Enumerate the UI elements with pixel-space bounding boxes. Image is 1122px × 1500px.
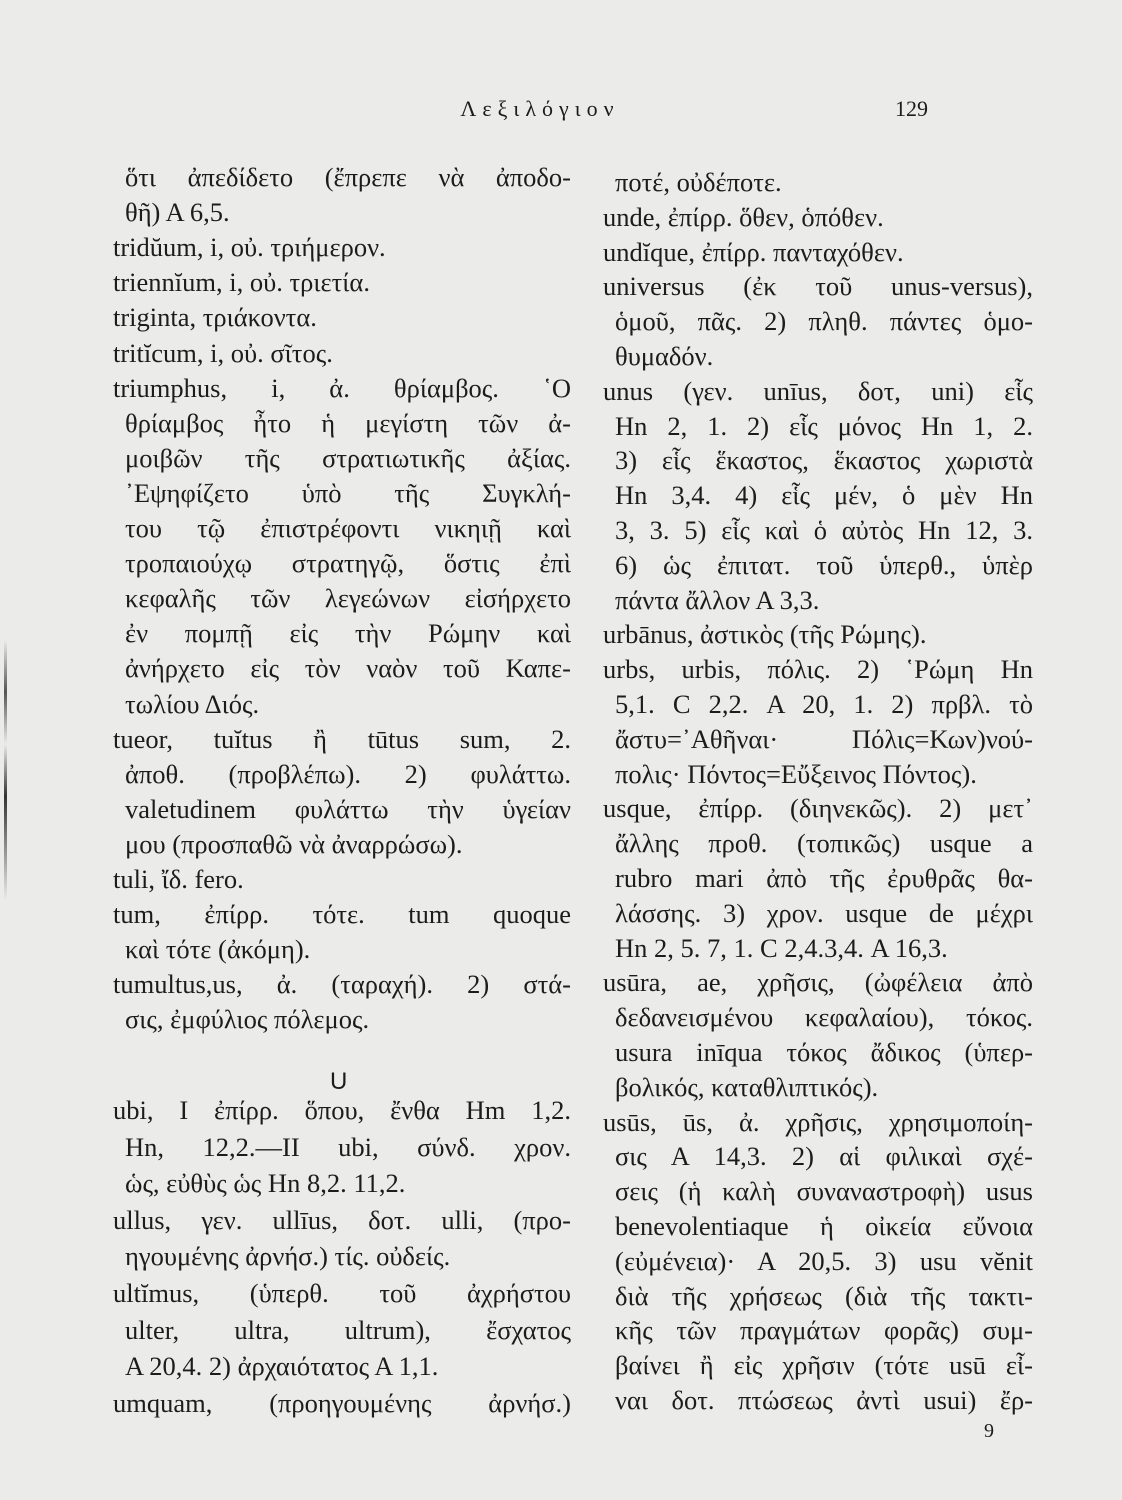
dictionary-line: Hn 3,4. 4) εἷς μέν, ὁ μὲν Hn xyxy=(615,480,1033,511)
dictionary-line: universus (ἐκ τοῦ unus-versus), xyxy=(603,271,1033,302)
dictionary-line: θρίαμβος ἦτο ἡ μεγίστη τῶν ἀ- xyxy=(125,407,571,438)
dictionary-line: λάσσης. 3) χρον. usque de μέχρι xyxy=(615,897,1033,928)
binding-shadow xyxy=(4,640,7,900)
dictionary-line: unus (γεν. unīus, δοτ, uni) εἷς xyxy=(603,375,1033,406)
dictionary-line: κῆς τῶν πραγμάτων φορᾶς) συμ- xyxy=(615,1315,1033,1346)
dictionary-line: ἄστυ=᾿Αθῆναι· Πόλις=Κων)νού- xyxy=(615,723,1033,754)
dictionary-line: βολικός, καταθλιπτικός). xyxy=(615,1071,879,1102)
dictionary-line: ἀποθ. (προβλέπω). 2) φυλάττω. xyxy=(125,758,571,789)
dictionary-line: τροπαιούχῳ στρατηγῷ, ὅστις ἐπὶ xyxy=(125,548,571,579)
dictionary-line: κεφαλῆς τῶν λεγεώνων εἰσήρχετο xyxy=(125,583,571,614)
dictionary-line: ulter, ultra, ultrum), ἔσχατος xyxy=(125,1314,571,1345)
dictionary-line: usque, ἐπίρρ. (διηνεκῶς). 2) μετ᾿ xyxy=(603,793,1033,824)
dictionary-line: triennĭum, i, οὐ. τριετία. xyxy=(113,267,370,298)
dictionary-line: triginta, τριάκοντα. xyxy=(113,302,317,333)
dictionary-line: 3) εἷς ἕκαστος, ἕκαστος χωριστὰ xyxy=(615,445,1033,476)
dictionary-line: tritĭcum, i, οὐ. σῖτος. xyxy=(113,337,333,368)
dictionary-line: umquam, (προηγουμένης ἀρνήσ.) xyxy=(113,1387,571,1418)
dictionary-line: tridŭum, i, οὐ. τριήμερον. xyxy=(113,232,386,263)
dictionary-line: Α 20,4. 2) ἀρχαιότατος Α 1,1. xyxy=(125,1351,439,1382)
dictionary-line: ullus, γεν. ullīus, δοτ. ulli, (προ- xyxy=(113,1204,571,1235)
dictionary-line: ὅτι ἀπεδίδετο (ἔπρεπε νὰ ἀποδο- xyxy=(125,162,571,192)
dictionary-line: ὡς, εὐθὺς ὡς Hn 8,2. 11,2. xyxy=(125,1168,406,1199)
dictionary-line: tueor, tuĭtus ἢ tūtus sum, 2. xyxy=(113,723,571,754)
dictionary-line: ποτέ, οὐδέποτε. xyxy=(615,167,782,197)
dictionary-line: tuli, ἴδ. fero. xyxy=(113,864,244,894)
dictionary-line: καὶ τότε (ἀκόμη). xyxy=(125,934,311,965)
dictionary-line: usura inīqua τόκος ἄδικος (ὑπερ- xyxy=(615,1037,1033,1067)
dictionary-line: 6) ὡς ἐπιτατ. τοῦ ὑπερθ., ὑπὲρ xyxy=(615,549,1033,580)
dictionary-line: ὁμοῦ, πᾶς. 2) πληθ. πάντες ὁμο- xyxy=(615,306,1033,337)
dictionary-line: σις Α 14,3. 2) αἱ φιλικαὶ σχέ- xyxy=(615,1141,1033,1172)
running-header-title: Λεξιλόγιον xyxy=(460,96,620,121)
dictionary-line: Hn, 12,2.—II ubi, σύνδ. χρον. xyxy=(125,1131,571,1162)
dictionary-line: πάντα ἄλλον Α 3,3. xyxy=(615,584,820,615)
dictionary-line: unde, ἐπίρρ. ὅθεν, ὁπόθεν. xyxy=(603,201,884,232)
dictionary-line: Hn 2, 1. 2) εἷς μόνος Hn 1, 2. xyxy=(615,410,1033,441)
dictionary-line: ubi, I ἐπίρρ. ὅπου, ἔνθα Hm 1,2. xyxy=(113,1095,571,1125)
dictionary-line: του τῷ ἐπιστρέφοντι νικηιῇ καὶ xyxy=(125,513,571,543)
dictionary-line: θῆ) Α 6,5. xyxy=(125,197,230,228)
page-number: 129 xyxy=(895,96,928,121)
dictionary-line: τωλίου Διός. xyxy=(125,688,260,719)
dictionary-line: σις, ἐμφύλιος πόλεμος. xyxy=(125,1004,370,1035)
dictionary-line: θυμαδόν. xyxy=(615,341,714,371)
dictionary-line: triumphus, i, ἀ. θρίαμβος. ῾Ο xyxy=(113,372,571,403)
dictionary-line: μου (προσπαθῶ νὰ ἀναρρώσω). xyxy=(125,828,463,859)
dictionary-line: ναι δοτ. πτώσεως ἀντὶ usui) ἔρ- xyxy=(615,1385,1033,1415)
dictionary-line: ἐν πομπῇ εἰς τὴν Ρώμην καὶ xyxy=(125,618,571,649)
dictionary-line: βαίνει ἢ εἰς χρῆσιν (τότε usū εἶ- xyxy=(615,1350,1033,1381)
dictionary-line: tum, ἐπίρρ. τότε. tum quoque xyxy=(113,899,571,930)
section-heading-u: U xyxy=(330,1068,348,1095)
dictionary-line: usūra, ae, χρῆσις, (ὠφέλεια ἀπὸ xyxy=(603,967,1033,998)
dictionary-line: rubro mari ἀπὸ τῆς ἐρυθρᾶς θα- xyxy=(615,863,1033,893)
dictionary-line: ᾿Εψηφίζετο ὑπὸ τῆς Συγκλή- xyxy=(125,477,571,508)
dictionary-line: Hn 2, 5. 7, 1. C 2,4.3,4. Α 16,3. xyxy=(615,932,948,963)
dictionary-line: 3, 3. 5) εἷς καὶ ὁ αὐτὸς Hn 12, 3. xyxy=(615,515,1033,545)
dictionary-line: tumultus,us, ἀ. (ταραχή). 2) στά- xyxy=(113,969,571,1000)
dictionary-line: ultĭmus, (ὑπερθ. τοῦ ἀχρήστου xyxy=(113,1278,571,1308)
dictionary-line: μοιβῶν τῆς στρατιωτικῆς ἀξίας. xyxy=(125,442,571,473)
dictionary-line: urbānus, ἀστικὸς (τῆς Ρώμης). xyxy=(603,619,927,650)
dictionary-line: usūs, ūs, ἀ. χρῆσις, χρησιμοποίη- xyxy=(603,1106,1033,1137)
dictionary-line: ἄλλης προθ. (τοπικῶς) usque a xyxy=(615,828,1033,859)
signature-mark: 9 xyxy=(984,1420,994,1442)
dictionary-line: δεδανεισμένου κεφαλαίου), τόκος. xyxy=(615,1002,1033,1033)
dictionary-line: valetudinem φυλάττω τὴν ὑγείαν xyxy=(125,793,571,824)
dictionary-line: benevolentiaque ἡ οἰκεία εὔνοια xyxy=(615,1211,1033,1241)
dictionary-line: undĭque, ἐπίρρ. πανταχόθεν. xyxy=(603,236,904,267)
dictionary-line: 5,1. C 2,2. Α 20, 1. 2) πρβλ. τὸ xyxy=(615,689,1033,719)
dictionary-line: διὰ τῆς χρήσεως (διὰ τῆς τακτι- xyxy=(615,1280,1033,1311)
dictionary-line: (εὐμένεια)· Α 20,5. 3) usu vĕnit xyxy=(615,1245,1033,1276)
dictionary-line: ηγουμένης ἀρνήσ.) τίς. οὐδείς. xyxy=(125,1241,451,1272)
dictionary-line: urbs, urbis, πόλις. 2) ῾Ρώμη Hn xyxy=(603,654,1033,685)
dictionary-line: ἀνήρχετο εἰς τὸν ναὸν τοῦ Καπε- xyxy=(125,653,571,684)
dictionary-line: σεις (ἡ καλὴ συναναστροφὴ) usus xyxy=(615,1176,1033,1207)
dictionary-line: πολις· Πόντος=Εὔξεινος Πόντος). xyxy=(615,758,977,789)
